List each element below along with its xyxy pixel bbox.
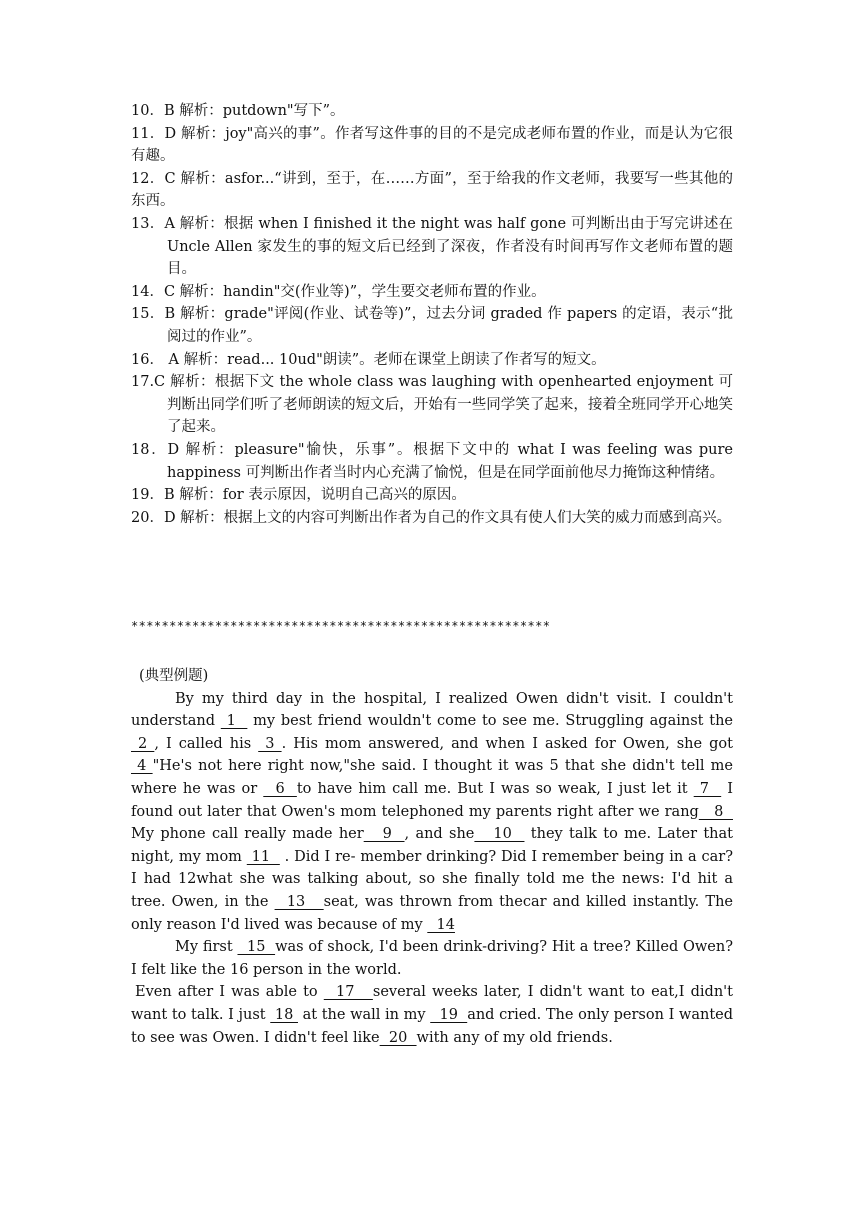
blank-number: 6 xyxy=(263,780,297,797)
blank-number: 14 xyxy=(427,916,455,933)
blank-number: 7 xyxy=(693,780,722,797)
answer-explanations xyxy=(131,100,733,529)
answer-item: 17.C 解析：根据下文 the whole class was laughing with openhearted enjoyment 可判断出同学们听了老师朗读的短文后，开始有一些同学笑了起来，接着全班同学开心地笑了起来。 xyxy=(131,374,733,436)
passage-text: my best friend wouldn't come to see me. Struggling against the xyxy=(247,713,733,730)
passage-text: Even after I was able to xyxy=(135,984,324,1001)
answer-item: 20．D 解析：根据上文的内容可判断出作者为自己的作文具有使人们大笑的威力而感到高兴。 xyxy=(131,509,732,526)
blank-number: 8 xyxy=(698,803,733,820)
passage-text: seat, was thrown from thecar and killed instantly. The only reason I'd lived was because of my xyxy=(131,893,733,933)
passage-paragraph xyxy=(131,981,733,1049)
blank-number: 1 xyxy=(220,713,248,730)
answer-item: 14．C 解析：handin"交(作业等)”，学生要交老师布置的作业。 xyxy=(131,283,546,300)
blank-number: 10 xyxy=(474,826,525,843)
answer-item: 13．A 解析：根据 when I finished it the night was half gone 可判断出由于写完讲述在 Uncle Allen 家发生的事的短文后已经到了深夜，作者没有时间再写作文老师布置的题目。 xyxy=(131,215,733,278)
example-section xyxy=(131,665,733,1049)
passage-text: they talk to me. Later that night, my mom xyxy=(131,826,733,865)
blank-number: 18 xyxy=(270,1006,298,1023)
passage-text: with any of my old friends. xyxy=(416,1029,613,1046)
passage-text: By my third day in the hospital, I realized Owen didn't visit. I couldn't understand xyxy=(131,690,733,730)
passage-text: and cried. The only person I wanted to see was Owen. I didn't feel like xyxy=(131,1006,734,1046)
passage-text: at the wall in my xyxy=(297,1006,431,1023)
blank-number: 19 xyxy=(430,1006,468,1023)
blank-number: 15 xyxy=(237,939,276,956)
answer-item: 15．B 解析：grade"评阅(作业、试卷等)”，过去分词 graded 作 papers 的定语，表示“批阅过的作业”。 xyxy=(131,306,733,345)
passage-text: , I called his xyxy=(154,735,259,752)
passage-paragraph xyxy=(131,688,733,937)
passage-text: My first xyxy=(175,939,238,956)
blank-number: 4 xyxy=(131,758,153,775)
answer-item: 19．B 解析：for 表示原因，说明自己高兴的原因。 xyxy=(131,487,466,504)
example-passage xyxy=(131,688,733,1050)
blank-number: 11 xyxy=(246,848,280,865)
passage-text: several weeks later, I didn't want to eat,I didn't want to talk. I just xyxy=(131,984,733,1023)
blank-number: 17 xyxy=(323,984,373,1001)
example-title: (典型例题) xyxy=(139,668,209,684)
separator-line: ******************************************************* xyxy=(131,619,551,633)
passage-text: . Did I re- member drinking? Did I remember being in a car? I had 12what she was talking about, so she finally told me the news: I'd hit a tree. Owen, in the xyxy=(131,848,734,910)
answer-item: 18．D 解析：pleasure"愉快，乐事”。根据下文中的 what I was feeling was pure happiness 可判断出作者当时内心充满了愉悦，但是在同学面前他尽力掩饰这种情绪。 xyxy=(131,441,733,481)
blank-number: 20 xyxy=(379,1029,417,1046)
blank-number: 13 xyxy=(274,893,324,910)
answer-item: 12．C 解析：asfor...“讲到，至于，在……方面”，至于给我的作文老师，我要写一些其他的东西。 xyxy=(131,170,733,210)
passage-text: was of shock, I'd been drink-driving? Hit a tree? Killed Owen? I felt like the 16 person in the world. xyxy=(131,939,734,978)
passage-text: I found out later that Owen's mom telephoned my parents right after we rang xyxy=(131,780,734,820)
answer-item: 11．D 解析：joy"高兴的事”。作者写这件事的目的不是完成老师布置的作业，而是认为它很有趣。 xyxy=(131,125,733,165)
passage-text: "He's not here right now,"she said. I thought it was 5 that she didn't tell me where he was or xyxy=(131,758,733,797)
passage-text: My phone call really made her xyxy=(131,826,364,843)
passage-text: , and she xyxy=(404,826,475,843)
blank-number: 3 xyxy=(258,735,282,752)
passage-text: to have him call me. But I was so weak, I just let it xyxy=(296,780,694,797)
blank-number: 9 xyxy=(363,826,405,843)
answer-item: 16． A 解析：read... 10ud"朗读”。老师在课堂上朗读了作者写的短文。 xyxy=(131,351,606,368)
answer-item: 10．B 解析：putdown"写下”。 xyxy=(131,103,345,119)
passage-text: . His mom answered, and when I asked for Owen, she got xyxy=(281,735,733,752)
passage-paragraph xyxy=(131,936,733,981)
blank-number: 2 xyxy=(131,735,155,752)
